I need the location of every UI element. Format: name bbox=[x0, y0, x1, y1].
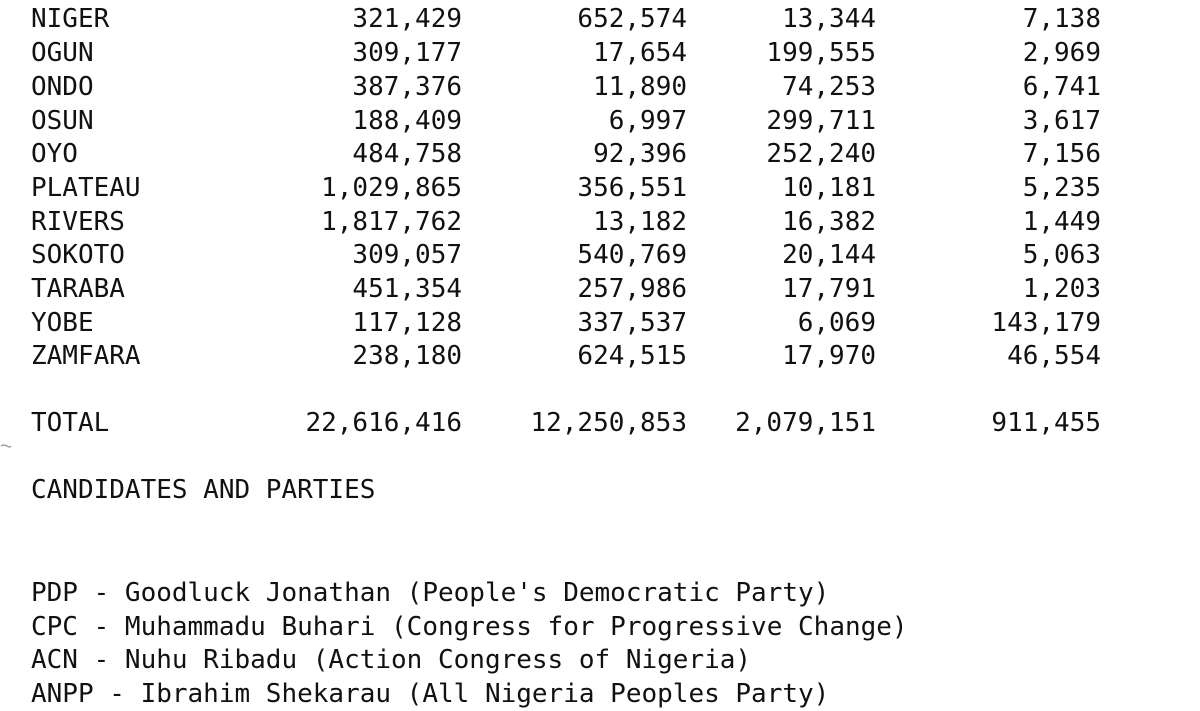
value-col-3: 17,791 bbox=[782, 274, 876, 304]
value-col-3: 10,181 bbox=[782, 173, 876, 203]
value-col-1: 309,057 bbox=[352, 240, 462, 270]
state-name: OYO bbox=[31, 139, 78, 169]
value-col-2: 257,986 bbox=[577, 274, 687, 304]
candidate-line: CPC - Muhammadu Buhari (Congress for Progressive Change) bbox=[31, 612, 908, 642]
value-col-1: 117,128 bbox=[352, 308, 462, 338]
value-col-2: 337,537 bbox=[577, 308, 687, 338]
value-col-3: 6,069 bbox=[797, 308, 876, 338]
value-col-1: 188,409 bbox=[352, 106, 462, 136]
candidate-line: PDP - Goodluck Jonathan (People's Democratic Party) bbox=[31, 578, 830, 608]
value-col-4: 6,741 bbox=[1022, 72, 1101, 102]
total-col-1: 22,616,416 bbox=[305, 408, 462, 438]
value-col-4: 2,969 bbox=[1022, 38, 1101, 68]
state-name: SOKOTO bbox=[31, 240, 125, 270]
value-col-3: 252,240 bbox=[766, 139, 876, 169]
value-col-2: 13,182 bbox=[593, 207, 687, 237]
value-col-3: 199,555 bbox=[766, 38, 876, 68]
value-col-1: 451,354 bbox=[352, 274, 462, 304]
candidates-heading: CANDIDATES AND PARTIES bbox=[31, 475, 376, 505]
total-col-2: 12,250,853 bbox=[530, 408, 687, 438]
table-row bbox=[0, 171, 1200, 205]
state-name: NIGER bbox=[31, 4, 110, 34]
table-row bbox=[0, 205, 1200, 239]
table-row bbox=[0, 104, 1200, 138]
total-col-3: 2,079,151 bbox=[735, 408, 876, 438]
value-col-1: 1,817,762 bbox=[321, 207, 462, 237]
total-label: TOTAL bbox=[31, 408, 110, 438]
value-col-3: 74,253 bbox=[782, 72, 876, 102]
value-col-4: 46,554 bbox=[1007, 341, 1101, 371]
value-col-4: 1,449 bbox=[1022, 207, 1101, 237]
value-col-1: 238,180 bbox=[352, 341, 462, 371]
value-col-4: 1,203 bbox=[1022, 274, 1101, 304]
value-col-2: 6,997 bbox=[608, 106, 687, 136]
state-name: YOBE bbox=[31, 308, 94, 338]
total-row bbox=[0, 406, 1200, 440]
value-col-4: 143,179 bbox=[991, 308, 1101, 338]
value-col-3: 16,382 bbox=[782, 207, 876, 237]
value-col-2: 540,769 bbox=[577, 240, 687, 270]
table-row bbox=[0, 339, 1200, 373]
table-row bbox=[0, 238, 1200, 272]
state-name: OSUN bbox=[31, 106, 94, 136]
value-col-3: 299,711 bbox=[766, 106, 876, 136]
value-col-2: 652,574 bbox=[577, 4, 687, 34]
value-col-4: 7,156 bbox=[1022, 139, 1101, 169]
value-col-3: 20,144 bbox=[782, 240, 876, 270]
value-col-1: 309,177 bbox=[352, 38, 462, 68]
candidate-line: ANPP - Ibrahim Shekarau (All Nigeria Peoples Party) bbox=[31, 679, 830, 709]
value-col-4: 5,235 bbox=[1022, 173, 1101, 203]
state-name: ONDO bbox=[31, 72, 94, 102]
state-name: TARABA bbox=[31, 274, 125, 304]
value-col-1: 484,758 bbox=[352, 139, 462, 169]
state-name: ZAMFARA bbox=[31, 341, 141, 371]
value-col-4: 7,138 bbox=[1022, 4, 1101, 34]
value-col-3: 13,344 bbox=[782, 4, 876, 34]
value-col-3: 17,970 bbox=[782, 341, 876, 371]
table-row bbox=[0, 36, 1200, 70]
scan-speck bbox=[0, 443, 12, 449]
value-col-4: 3,617 bbox=[1022, 106, 1101, 136]
table-row bbox=[0, 70, 1200, 104]
state-name: PLATEAU bbox=[31, 173, 141, 203]
candidate-line: ACN - Nuhu Ribadu (Action Congress of Nigeria) bbox=[31, 645, 752, 675]
value-col-1: 321,429 bbox=[352, 4, 462, 34]
table-row bbox=[0, 137, 1200, 171]
table-row bbox=[0, 2, 1200, 36]
value-col-2: 624,515 bbox=[577, 341, 687, 371]
value-col-2: 92,396 bbox=[593, 139, 687, 169]
table-row bbox=[0, 272, 1200, 306]
value-col-1: 387,376 bbox=[352, 72, 462, 102]
value-col-4: 5,063 bbox=[1022, 240, 1101, 270]
value-col-1: 1,029,865 bbox=[321, 173, 462, 203]
value-col-2: 356,551 bbox=[577, 173, 687, 203]
state-name: OGUN bbox=[31, 38, 94, 68]
value-col-2: 11,890 bbox=[593, 72, 687, 102]
total-col-4: 911,455 bbox=[991, 408, 1101, 438]
value-col-2: 17,654 bbox=[593, 38, 687, 68]
state-name: RIVERS bbox=[31, 207, 125, 237]
table-row bbox=[0, 306, 1200, 340]
